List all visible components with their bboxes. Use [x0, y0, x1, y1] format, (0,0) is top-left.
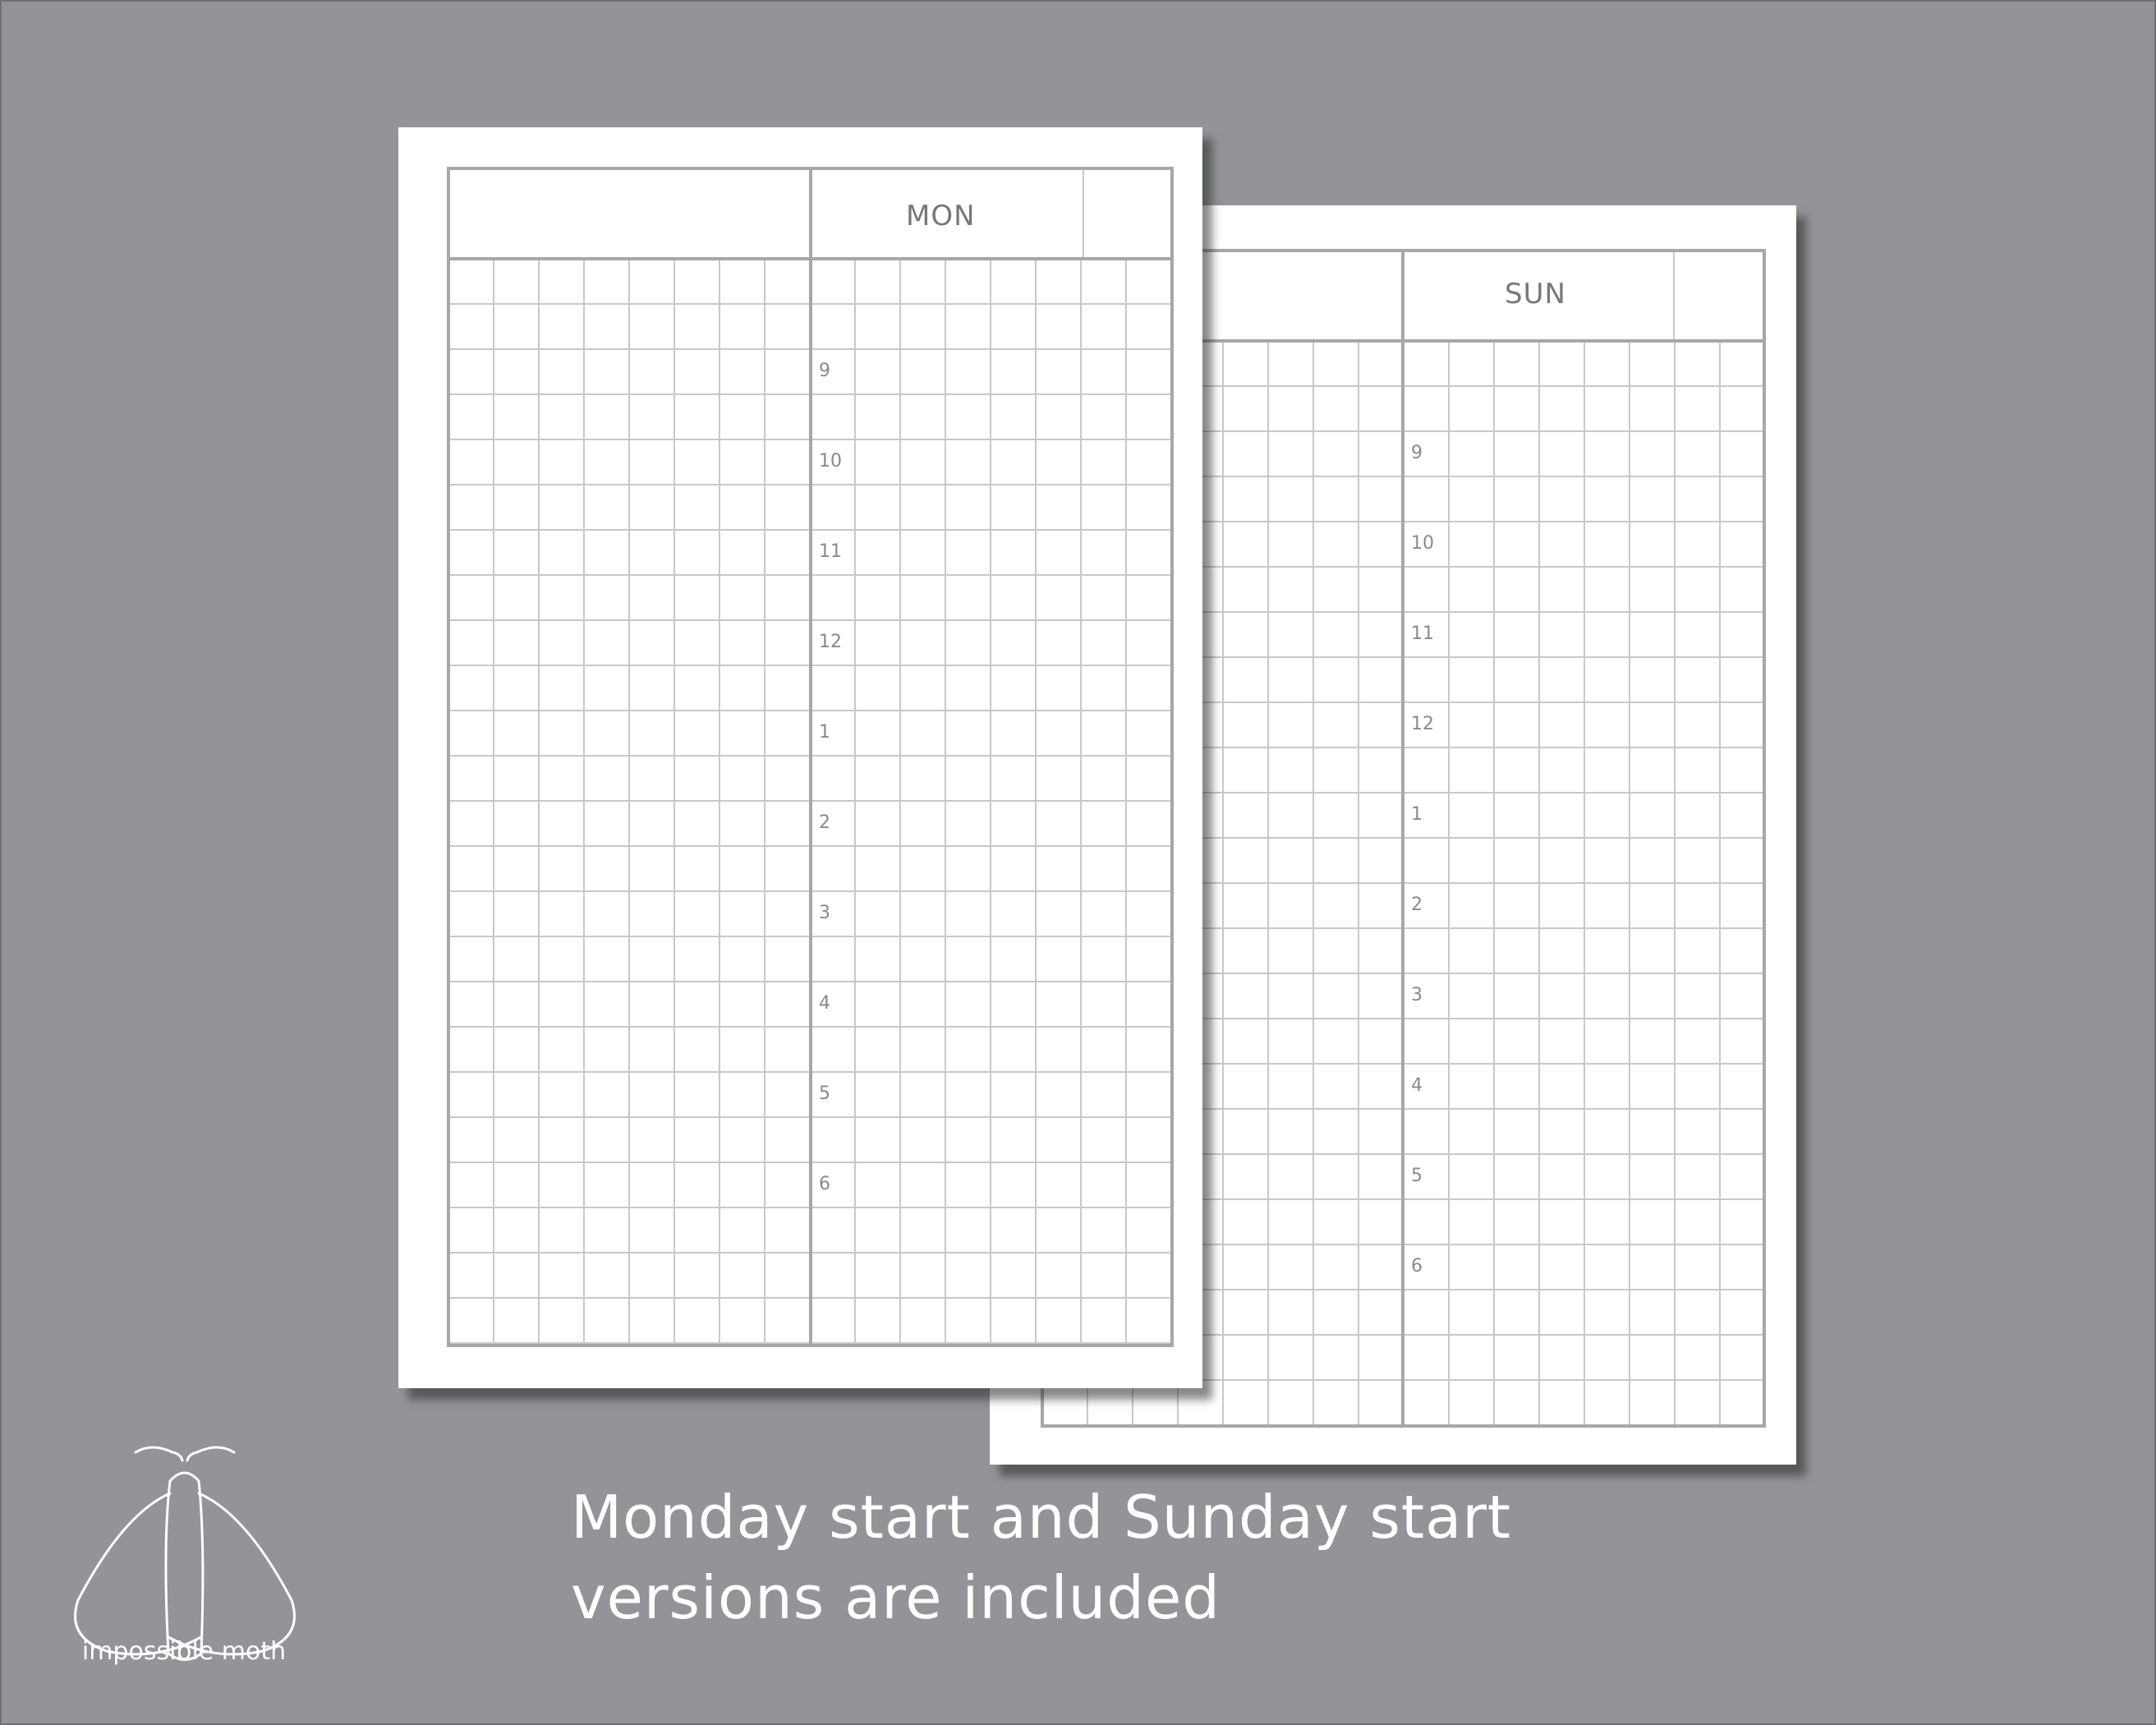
hour-label: 4 [1411, 1075, 1423, 1096]
hour-label: 3 [819, 903, 830, 923]
monday-day-label: MON [906, 200, 976, 232]
hour-label: 2 [1411, 895, 1423, 915]
hour-label: 9 [819, 361, 830, 381]
hour-label: 2 [819, 812, 830, 833]
hour-label: 9 [1411, 443, 1423, 463]
sunday-day-label: SUN [1505, 278, 1566, 310]
caption [571, 1477, 1511, 1638]
hour-label: 10 [819, 451, 842, 472]
caption-line-1: Monday start and Sunday start [571, 1483, 1512, 1552]
hour-label: 1 [819, 722, 830, 743]
hour-label: 11 [1411, 623, 1434, 644]
hour-label: 5 [819, 1083, 830, 1104]
hour-label: 11 [819, 541, 842, 562]
hour-label: 12 [819, 632, 842, 652]
monday-grid [398, 127, 1202, 1388]
hour-label: 10 [1411, 533, 1434, 554]
hour-label: 6 [1411, 1256, 1423, 1276]
logo-text: impossible moth [81, 1637, 287, 1666]
caption-line-2: versions are included [571, 1563, 1221, 1632]
hour-label: 6 [819, 1174, 830, 1194]
monday-planner-page [398, 127, 1202, 1388]
hour-label: 4 [819, 993, 830, 1014]
hour-label: 12 [1411, 714, 1434, 734]
hour-label: 5 [1411, 1166, 1423, 1186]
hour-label: 1 [1411, 804, 1423, 825]
hour-label: 3 [1411, 985, 1423, 1005]
